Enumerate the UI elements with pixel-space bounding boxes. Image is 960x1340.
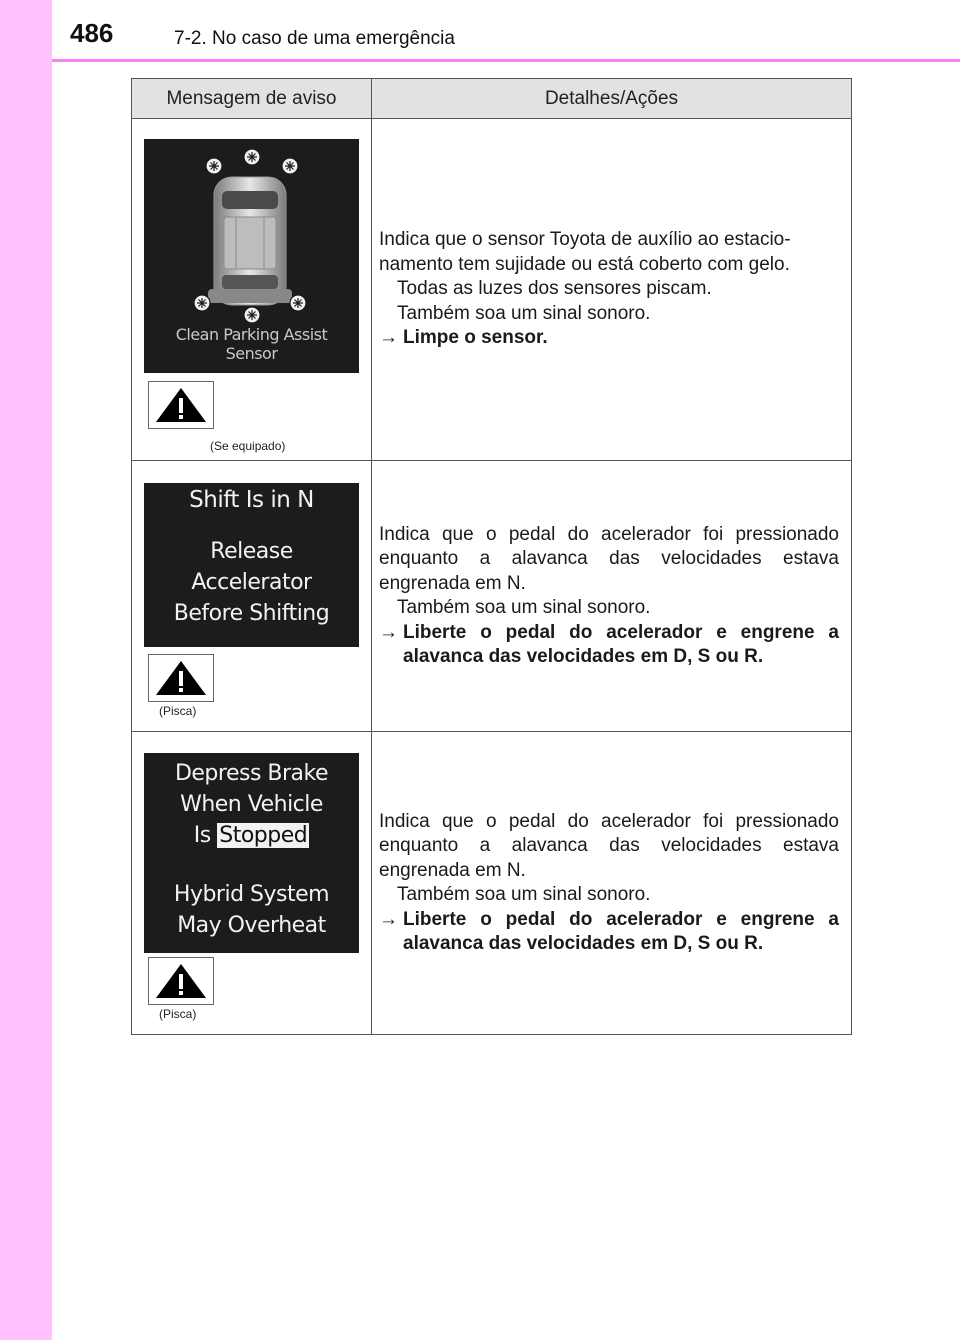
page-number: 486	[70, 18, 114, 48]
chapter-title: 7-2. No caso de uma emergência	[174, 28, 455, 49]
display-text: Release	[210, 539, 293, 564]
display-text: May Overheat	[177, 913, 326, 938]
warning-light	[148, 957, 214, 1005]
display-text: Accelerator	[191, 570, 312, 595]
parking-sensor-display	[144, 139, 359, 373]
note: Também soa um sinal sonoro.	[397, 302, 651, 324]
description: Indica que o pedal do acelerador foi pressionado enquanto a alavanca das velocidades estava engrenada em N.	[379, 523, 839, 594]
side-tab	[0, 0, 52, 1340]
table-row	[132, 119, 852, 461]
warning-light	[148, 381, 214, 429]
display-text: Clean Parking Assist	[175, 325, 328, 344]
column-header-message: Mensagem de aviso	[132, 79, 372, 119]
action-text: Liberte o pedal do acelerador e engrene a alavanca das velocidades em D, S ou R.	[403, 908, 839, 954]
column-header-details: Detalhes/Ações	[372, 79, 852, 119]
action-text: Limpe o sensor.	[403, 327, 548, 349]
description-line: namento tem sujidade ou está coberto com gelo.	[379, 253, 790, 275]
arrow-icon: →	[379, 908, 398, 930]
warning-triangle-icon	[153, 385, 209, 425]
warning-display-cell	[132, 732, 372, 1035]
details-cell	[372, 732, 852, 1035]
warning-triangle-icon	[153, 658, 209, 698]
parking-sensor-icon	[144, 139, 359, 324]
display-text: Is	[193, 823, 211, 848]
arrow-icon: →	[379, 327, 398, 349]
table-header-row	[132, 79, 852, 119]
warning-light	[148, 654, 214, 702]
brake-warning-display	[144, 753, 359, 953]
display-text: When Vehicle	[180, 792, 323, 817]
note: Também soa um sinal sonoro.	[397, 597, 651, 618]
caption: (Pisca)	[159, 1007, 197, 1021]
note: Todas as luzes dos sensores piscam.	[397, 278, 712, 300]
display-text: Shift Is in N	[189, 487, 314, 513]
details-cell	[372, 119, 852, 461]
action	[379, 908, 839, 957]
display-text: Depress Brake	[174, 761, 329, 786]
display-highlight-text: Stopped	[219, 823, 308, 848]
arrow-icon: →	[379, 621, 398, 643]
shift-warning-display	[144, 483, 359, 647]
description	[379, 228, 839, 277]
note: Também soa um sinal sonoro.	[397, 884, 651, 905]
display-text: Before Shifting	[173, 601, 330, 626]
warning-display-cell	[132, 461, 372, 732]
table-row	[132, 732, 852, 1035]
caption: (Pisca)	[159, 704, 197, 718]
header-divider	[52, 59, 960, 62]
action-text: Liberte o pedal do acelerador e engrene a alavanca das velocidades em D, S ou R.	[403, 621, 839, 667]
description: Indica que o pedal do acelerador foi pressionado enquanto a alavanca das velocidades estava engrenada em N.	[379, 810, 839, 881]
warning-display-cell	[132, 119, 372, 461]
display-text: Hybrid System	[173, 882, 330, 907]
action	[379, 621, 839, 670]
warning-message-table	[131, 78, 852, 1035]
caption: (Se equipado)	[210, 439, 286, 453]
details-cell	[372, 461, 852, 732]
warning-triangle-icon	[153, 961, 209, 1001]
display-text: Sensor	[225, 344, 278, 363]
description-line: Indica que o sensor Toyota de auxílio ao estacio-	[379, 229, 791, 251]
action	[379, 326, 839, 351]
table-row	[132, 461, 852, 732]
